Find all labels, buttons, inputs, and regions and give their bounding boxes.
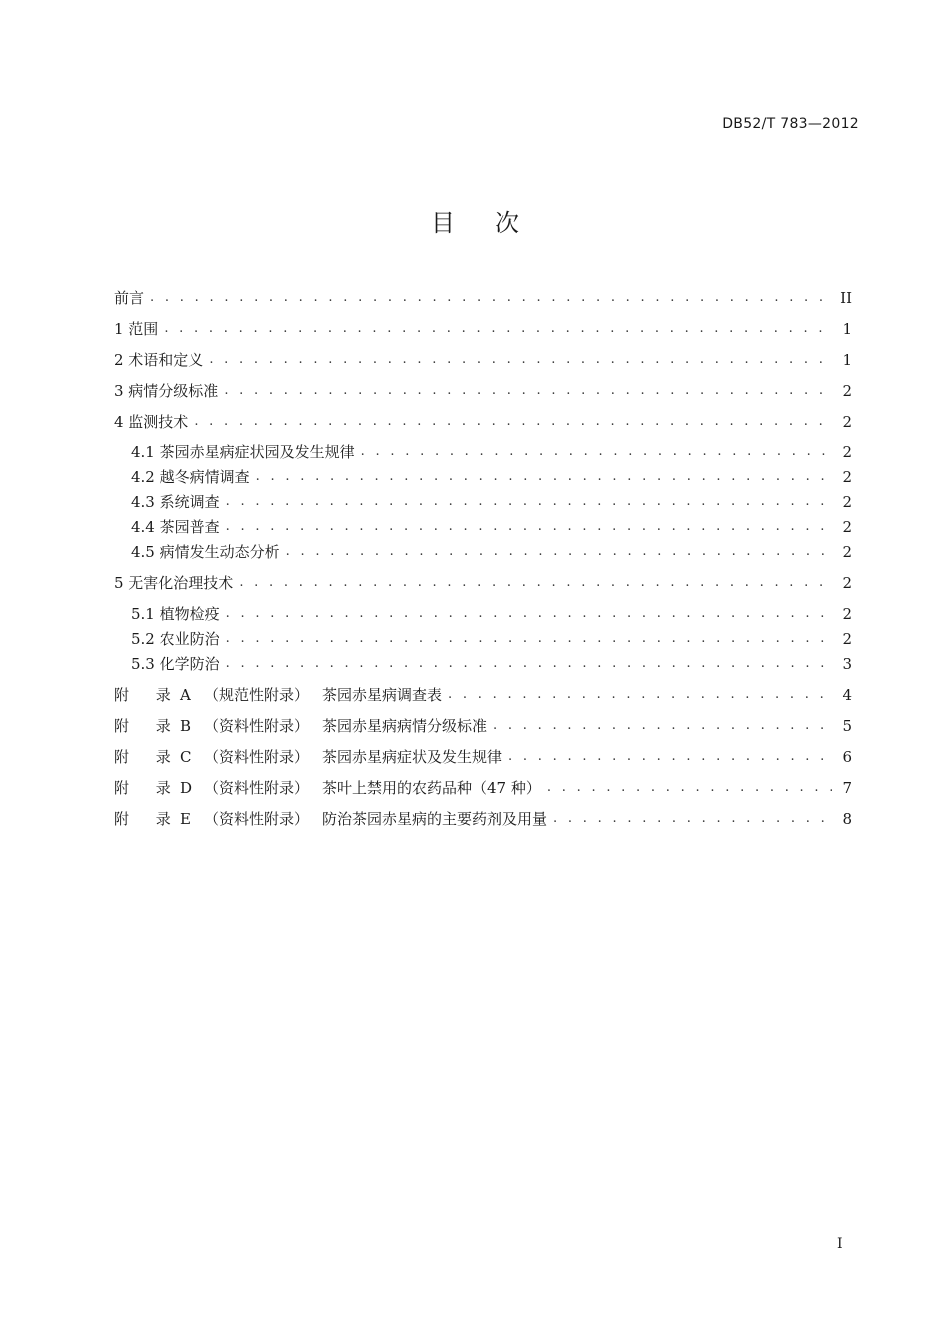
toc-entry-foreword[interactable] bbox=[114, 286, 852, 310]
toc-entry-page: 2 bbox=[842, 630, 852, 648]
toc-entry-page: 2 bbox=[842, 493, 852, 511]
toc-entry-5-1[interactable] bbox=[114, 602, 852, 626]
appendix-letter: B bbox=[180, 717, 192, 735]
toc-entry-appendix-d[interactable] bbox=[114, 776, 852, 800]
toc-entry-page: 7 bbox=[842, 779, 852, 797]
toc-entry-label bbox=[114, 807, 547, 831]
leader-dots bbox=[286, 540, 832, 564]
toc-entry-page: 5 bbox=[842, 717, 852, 735]
leader-dots bbox=[361, 440, 832, 464]
appendix-title: 茶园赤星病症状及发生规律 bbox=[322, 748, 503, 766]
toc-entry-label: 2 术语和定义 bbox=[114, 351, 204, 369]
appendix-type: （规范性附录） bbox=[204, 686, 310, 704]
toc-entry-label: 3 病情分级标准 bbox=[114, 382, 219, 400]
appendix-type: （资料性附录） bbox=[204, 717, 310, 735]
leader-dots bbox=[226, 652, 832, 676]
leader-dots bbox=[226, 515, 832, 539]
leader-dots bbox=[547, 776, 832, 800]
appendix-letter: C bbox=[180, 748, 192, 766]
toc-entry-appendix-b[interactable] bbox=[114, 714, 852, 738]
toc-entry-label: 5.2 农业防治 bbox=[131, 630, 220, 648]
leader-dots bbox=[256, 465, 832, 489]
appendix-prefix: 附 录 bbox=[114, 717, 171, 735]
appendix-title: 茶园赤星病调查表 bbox=[322, 686, 443, 704]
toc-entry-appendix-a[interactable] bbox=[114, 683, 852, 707]
toc-entry-4-2[interactable] bbox=[114, 465, 852, 489]
toc-entry-page: 6 bbox=[842, 748, 852, 766]
toc-entry-4[interactable] bbox=[114, 410, 852, 434]
toc-entry-label: 4.2 越冬病情调查 bbox=[131, 468, 250, 486]
leader-dots bbox=[226, 602, 832, 626]
toc-entry-page: 2 bbox=[842, 543, 852, 561]
title-char: 目 bbox=[431, 209, 495, 237]
leader-dots bbox=[209, 348, 832, 372]
appendix-type: （资料性附录） bbox=[204, 748, 310, 766]
toc-entry-page: 4 bbox=[842, 686, 852, 704]
leader-dots bbox=[226, 627, 832, 651]
toc-entry-label: 4.5 病情发生动态分析 bbox=[131, 543, 280, 561]
toc-entry-page: 2 bbox=[842, 518, 852, 536]
toc-entry-label: 5 无害化治理技术 bbox=[114, 574, 234, 592]
toc-entry-label bbox=[114, 714, 487, 738]
toc-entry-label: 4.4 茶园普查 bbox=[131, 518, 220, 536]
appendix-prefix: 附 录 bbox=[114, 748, 171, 766]
leader-dots bbox=[508, 745, 832, 769]
footer-page-number: I bbox=[837, 1236, 843, 1252]
appendix-title: 茶叶上禁用的农药品种（47 种） bbox=[322, 779, 541, 797]
toc-entry-page: 2 bbox=[842, 574, 852, 592]
page-title bbox=[0, 206, 950, 240]
leader-dots bbox=[150, 286, 832, 310]
toc-entry-page: 2 bbox=[842, 468, 852, 486]
appendix-prefix: 附 录 bbox=[114, 779, 171, 797]
toc-entry-label bbox=[114, 683, 442, 707]
leader-dots bbox=[194, 410, 832, 434]
toc-entry-label: 1 范围 bbox=[114, 320, 159, 338]
toc-entry-page: II bbox=[840, 289, 852, 307]
toc-entry-appendix-c[interactable] bbox=[114, 745, 852, 769]
leader-dots bbox=[493, 714, 832, 738]
leader-dots bbox=[224, 379, 832, 403]
toc-entry-1[interactable] bbox=[114, 317, 852, 341]
toc-entry-page: 2 bbox=[842, 413, 852, 431]
toc-entry-label: 5.1 植物检疫 bbox=[131, 605, 220, 623]
toc-entry-label: 5.3 化学防治 bbox=[131, 655, 220, 673]
toc-entry-page: 2 bbox=[842, 605, 852, 623]
appendix-type: （资料性附录） bbox=[204, 810, 310, 828]
toc-entry-4-1[interactable] bbox=[114, 440, 852, 464]
leader-dots bbox=[226, 490, 832, 514]
toc-entry-page: 8 bbox=[842, 810, 852, 828]
toc-entry-label: 4 监测技术 bbox=[114, 413, 189, 431]
toc-entry-5-3[interactable] bbox=[114, 652, 852, 676]
toc-entry-4-4[interactable] bbox=[114, 515, 852, 539]
toc-entry-appendix-e[interactable] bbox=[114, 807, 852, 831]
toc-entry-3[interactable] bbox=[114, 379, 852, 403]
leader-dots bbox=[164, 317, 832, 341]
leader-dots bbox=[239, 571, 832, 595]
appendix-letter: A bbox=[180, 686, 191, 704]
standard-code: DB52/T 783—2012 bbox=[722, 116, 859, 132]
toc-entry-label bbox=[114, 745, 502, 769]
appendix-letter: D bbox=[180, 779, 193, 797]
title-char: 次 bbox=[495, 209, 559, 237]
toc-entry-label bbox=[114, 776, 541, 800]
toc-entry-page: 3 bbox=[842, 655, 852, 673]
toc-entry-2[interactable] bbox=[114, 348, 852, 372]
toc-entry-label: 前言 bbox=[114, 289, 145, 307]
toc-entry-label: 4.1 茶园赤星病症状园及发生规律 bbox=[131, 443, 355, 461]
toc-entry-page: 2 bbox=[842, 443, 852, 461]
appendix-title: 茶园赤星病病情分级标准 bbox=[322, 717, 488, 735]
appendix-type: （资料性附录） bbox=[204, 779, 310, 797]
toc-entry-label: 4.3 系统调查 bbox=[131, 493, 220, 511]
toc-entry-4-5[interactable] bbox=[114, 540, 852, 564]
appendix-prefix: 附 录 bbox=[114, 810, 171, 828]
leader-dots bbox=[448, 683, 832, 707]
toc-entry-page: 1 bbox=[842, 320, 852, 338]
appendix-letter: E bbox=[180, 810, 191, 828]
toc-entry-page: 1 bbox=[842, 351, 852, 369]
leader-dots bbox=[553, 807, 832, 831]
toc-entry-4-3[interactable] bbox=[114, 490, 852, 514]
appendix-prefix: 附 录 bbox=[114, 686, 171, 704]
appendix-title: 防治茶园赤星病的主要药剂及用量 bbox=[322, 810, 548, 828]
toc-entry-page: 2 bbox=[842, 382, 852, 400]
toc-entry-5-2[interactable] bbox=[114, 627, 852, 651]
toc-entry-5[interactable] bbox=[114, 571, 852, 595]
